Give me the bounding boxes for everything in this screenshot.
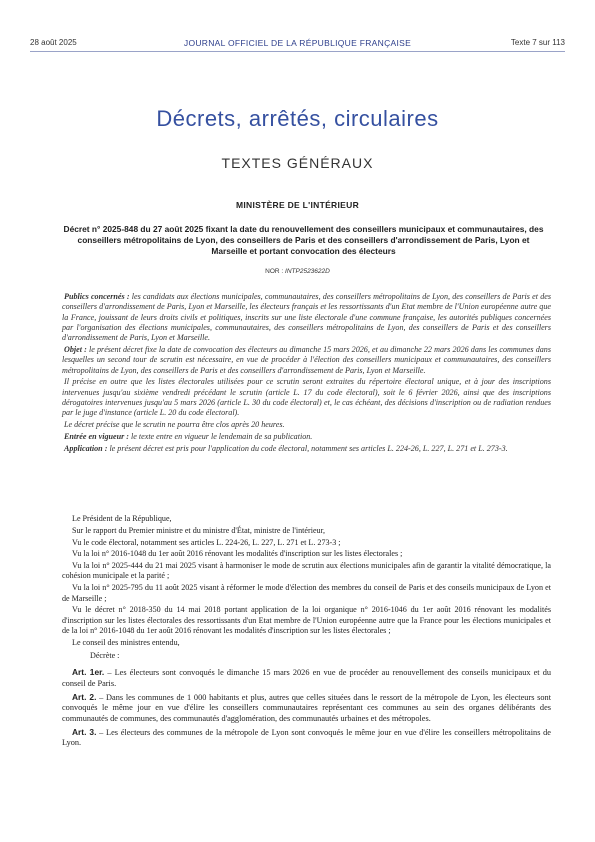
summary-paragraph <box>62 292 551 343</box>
nor-code: INTP2523622D <box>285 268 330 275</box>
summary-label: Publics concernés : <box>64 292 130 301</box>
president-line: Le Président de la République, <box>72 514 172 523</box>
summary-label: Entrée en vigueur : <box>64 431 129 441</box>
text-counter: Texte 7 sur 113 <box>510 38 565 47</box>
summary-text: Il précise en outre que les listes électorales utilisées pour ce scrutin seront extraites du répertoire électoral unique, et à jour des inscriptions intervenues jusqu'au sixième vendredi précédant le scrutin (article L. 17 du code électoral), soit le 6 février 2026, ainsi que des inscriptions dérogatoires intervenues jusqu'au 5 mars 2026 (article L. 30 du code électoral) et, le cas échéant, des décisions d'inscription ou de radiation rendues par le juge d'instance (article L. 20 du code électoral). <box>62 377 551 418</box>
nor-label: NOR : <box>265 268 284 275</box>
visa-paragraph: Sur le rapport du Premier ministre et du ministre d'État, ministre de l'intérieur, <box>72 525 325 535</box>
nor-reference <box>0 268 595 275</box>
summary-text: le texte entre en vigueur le lendemain de sa publication. <box>131 431 313 441</box>
article-number: Art. 3. <box>72 726 97 737</box>
visa-paragraph: Vu la loi n° 2025-795 du 11 août 2025 visant à réformer le mode d'élection des membres du conseil de Paris et des conseils municipaux de Lyon et de Marseille ; <box>62 583 551 603</box>
header-divider <box>30 51 565 52</box>
decree-title: Décret n° 2025-848 du 27 août 2025 fixant la date du renouvellement des conseillers municipaux et communautaires, des conseillers métropolitains de Lyon, des conseillers de Paris et des conseillers d'arrondissement de Paris, Lyon et Marseille et portant convocation des électeurs <box>63 224 544 256</box>
article-text: – Les électeurs des communes de la métropole de Lyon sont convoqués le même jour en vue d'élire les conseillers métropolitains de Lyon. <box>62 727 551 748</box>
summary-label: Application : <box>64 443 108 453</box>
visa-paragraph: Le conseil des ministres entendu, <box>72 637 180 647</box>
summary-label: Objet : <box>64 344 87 354</box>
article-number: Art. 1er. <box>72 667 105 678</box>
article-text: – Les électeurs sont convoqués le dimanche 15 mars 2026 en vue de procéder au renouvellement des conseils municipaux et du conseil de Paris. <box>62 668 551 688</box>
section-title: Décrets, arrêtés, circulaires <box>156 106 439 131</box>
summary-paragraph <box>62 432 551 442</box>
summary-text: le présent décret fixe la date de convocation des électeurs au dimanche 15 mars 2026, et au dimanche 22 mars 2026 dans les communes dans lesquelles un second tour de scrutin est nécessaire, en vue de procéder à l'élection des conseillers municipaux et communautaires, des conseillers métropolitains de Lyon, des conseillers de Paris et des conseillers d'arrondissement de Paris, Lyon et Marseille. <box>62 344 552 375</box>
visa-paragraph: Vu le décret n° 2018-350 du 14 mai 2018 portant application de la loi organique n° 2016-1046 du 1er août 2016 rénovant les modalités d'inscription sur les listes électorales des ressortissants d'un Etat membre de l'Union européenne autre que la France pour les élections municipales et de la loi n° 2016-1048 du 1er août 2016 rénovant les modalités d'inscription sur les listes électorales ; <box>62 605 551 635</box>
article-paragraph <box>62 692 551 724</box>
ministry-name: MINISTÈRE DE L'INTÉRIEUR <box>235 200 360 210</box>
summary-text: les candidats aux élections municipales, communautaires, des conseillers métropolitains de Lyon, des conseillers de Paris et des conseillers d'arrondissement de Paris, Lyon et Marseille, les électeurs français et les ressortissants d'un Etat membre de l'Union européenne autre que la France, jouissant de leurs droits civils et politiques, inscrits sur une liste électorale d'une commune française, les autorités publiques concernées par l'organisation des élections municipales, communautaires, des conseillers métropolitains de Lyon, des conseillers de Paris et des conseillers d'arrondissement de Paris, Lyon et Marseille. <box>62 292 551 343</box>
page-header <box>30 38 565 50</box>
journal-name: JOURNAL OFFICIEL DE LA RÉPUBLIQUE FRANÇAISE <box>183 38 412 48</box>
publication-date: 28 août 2025 <box>30 38 77 47</box>
article-text: – Dans les communes de 1 000 habitants et plus, autres que celles situées dans le ressort de la métropole de Lyon, les électeurs sont convoqués le même jour en vue d'élire les conseillers communautaires représentant ces communes au sein des organes délibérants des communautés de communes, des communautés d'agglomération, des communautés urbaines et des métropoles. <box>62 692 551 723</box>
section-subtitle: TEXTES GÉNÉRAUX <box>221 155 374 171</box>
article-paragraph <box>62 667 551 689</box>
summary-paragraph <box>62 377 551 418</box>
visa-paragraph: Vu le code électoral, notamment ses articles L. 224-26, L. 227, L. 271 et L. 273-3 ; <box>72 537 341 547</box>
summary-paragraph <box>62 444 551 454</box>
visa-paragraph: Vu la loi n° 2016-1048 du 1er août 2016 rénovant les modalités d'inscription sur les listes électorales ; <box>72 549 403 559</box>
summary-paragraph <box>62 345 551 376</box>
summary-text: le présent décret est pris pour l'application du code électoral, notamment ses articles L. 224-26, L. 227, L. 271 et L. 273-3. <box>109 443 508 453</box>
decree-body <box>62 514 551 750</box>
summary-text: Le décret précise que le scrutin ne pourra être clos après 20 heures. <box>64 420 285 430</box>
article-number: Art. 2. <box>72 691 97 702</box>
visa-paragraph: Vu la loi n° 2025-444 du 21 mai 2025 visant à harmoniser le mode de scrutin aux élections municipales afin de garantir la vitalité démocratique, la cohésion municipale et la parité ; <box>62 561 551 581</box>
article-paragraph <box>62 727 551 749</box>
summary-paragraph <box>62 420 551 430</box>
decree-summary <box>62 292 551 455</box>
decrete-line: Décrète : <box>90 651 120 661</box>
